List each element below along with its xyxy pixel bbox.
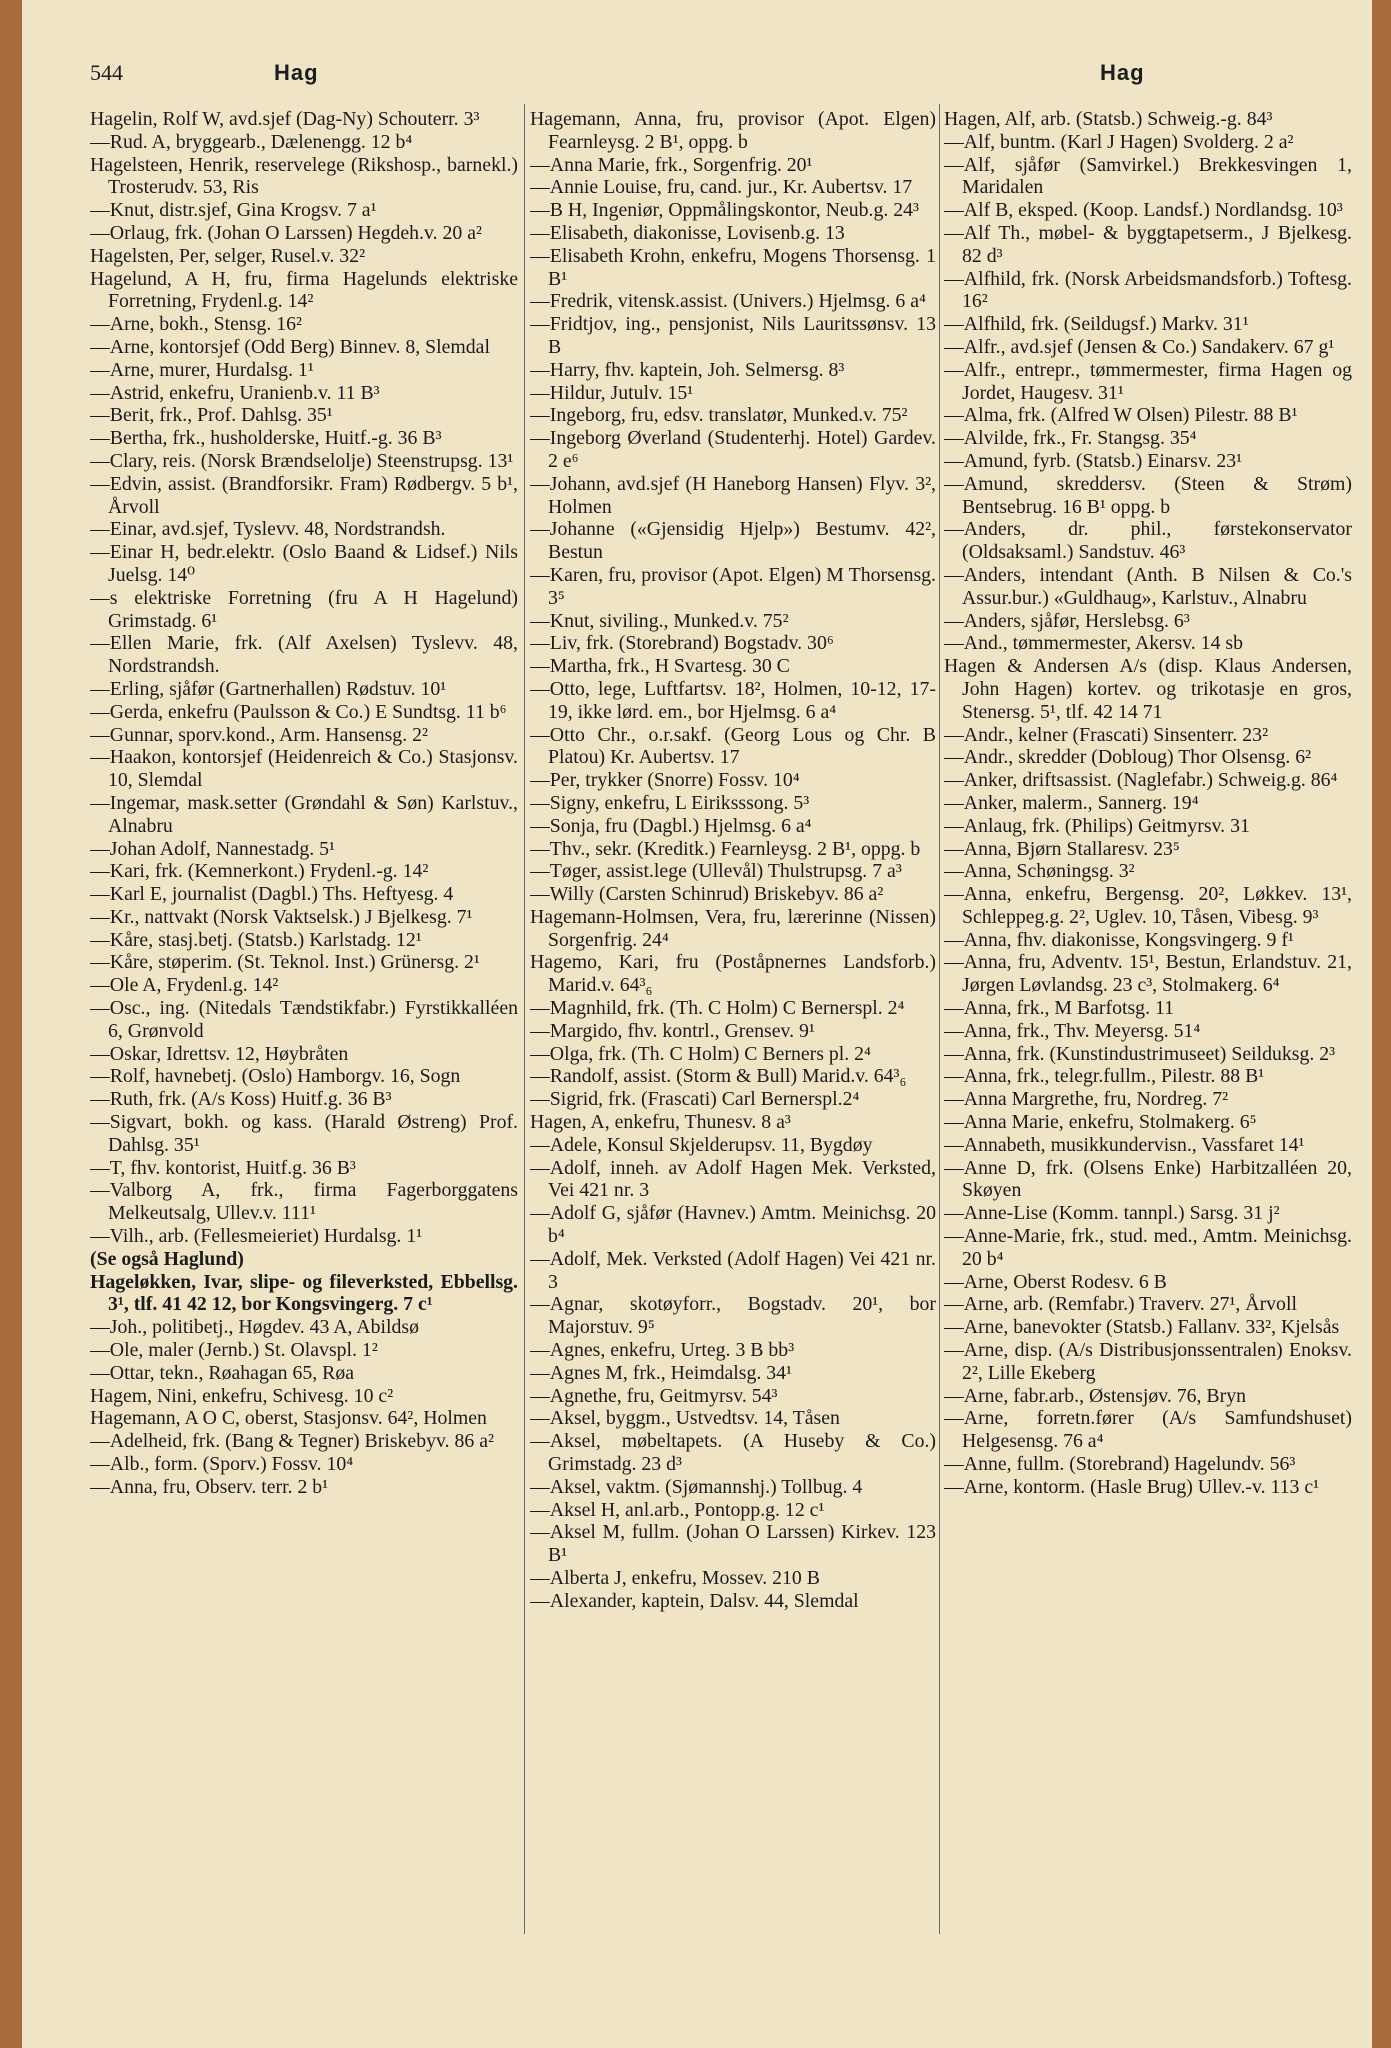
directory-entry: —Anna, frk., M Barfotsg. 11 [944, 997, 1175, 1020]
directory-entry: —Liv, frk. (Storebrand) Bogstadv. 30⁶ [530, 632, 834, 655]
directory-entry: —Anders, intendant (Anth. B Nilsen & Co.'s Assur.bur.) «Guldhaug», Karlstuv., Alnabru [944, 563, 1352, 609]
directory-entry: Hagelsteen, Henrik, reservelege (Rikshosp., barnekl.) Trosterudv. 53, Ris [90, 153, 518, 199]
directory-entry: —Kåre, stasj.betj. (Statsb.) Karlstadg. 12¹ [90, 928, 422, 951]
directory-entry: —Ellen Marie, frk. (Alf Axelsen) Tyslevv. 48, Nordstrandsh. [90, 632, 518, 678]
directory-entry: —Rolf, havnebetj. (Oslo) Hamborgv. 16, Sogn [90, 1065, 461, 1088]
directory-page [22, 0, 1372, 2048]
directory-entry: —Ingemar, mask.setter (Grøndahl & Søn) Karlstuv., Alnabru [90, 791, 518, 837]
directory-entry: —Johanne («Gjensidig Hjelp») Bestumv. 42², Bestun [530, 518, 936, 564]
directory-column-3 [944, 108, 1352, 2018]
directory-entry: —Gerda, enkefru (Paulsson & Co.) E Sundtsg. 11 b⁶ [90, 700, 507, 723]
directory-entry: —Annabeth, musikkundervisn., Vassfaret 14¹ [944, 1133, 1305, 1156]
directory-entry: —Edvin, assist. (Brandforsikr. Fram) Rødbergv. 5 b¹, Årvoll [90, 472, 518, 518]
directory-entry: —T, fhv. kontorist, Huitf.g. 36 B³ [90, 1156, 356, 1179]
directory-entry: —Thv., sekr. (Kreditk.) Fearnleysg. 2 B¹, oppg. b [530, 837, 921, 860]
directory-entry: —Alfr., avd.sjef (Jensen & Co.) Sandakerv. 67 g¹ [944, 335, 1335, 358]
directory-entry: —Anne-Marie, frk., stud. med., Amtm. Meinichsg. 20 b⁴ [944, 1225, 1352, 1270]
directory-entry: —Harry, fhv. kaptein, Joh. Selmersg. 8³ [530, 358, 845, 381]
directory-entry: —Aksel, byggm., Ustvedtsv. 14, Tåsen [530, 1407, 840, 1430]
directory-entry: Hagen, A, enkefru, Thunesv. 8 a³ [530, 1111, 791, 1134]
directory-entry: —Adelheid, frk. (Bang & Tegner) Briskebyv. 86 a² [90, 1430, 494, 1453]
directory-entry: —Anna, frk., telegr.fullm., Pilestr. 88 B¹ [944, 1065, 1265, 1088]
directory-entry: —Arne, bokh., Stensg. 16² [90, 313, 302, 336]
directory-entry: —Aksel M, fullm. (Johan O Larssen) Kirkev. 123 B¹ [530, 1521, 936, 1567]
directory-entry: —Vilh., arb. (Fellesmeieriet) Hurdalsg. 1¹ [90, 1225, 423, 1248]
directory-entry: —And., tømmermester, Akersv. 14 sb [944, 632, 1243, 655]
directory-entry: —Haakon, kontorsjef (Heidenreich & Co.) Stasjonsv. 10, Slemdal [90, 746, 518, 792]
directory-entry: —Anna Margrethe, fru, Nordreg. 7² [944, 1088, 1229, 1111]
directory-entry: —Sonja, fru (Dagbl.) Hjelmsg. 6 a⁴ [530, 814, 812, 837]
directory-entry: —Otto Chr., o.r.sakf. (Georg Lous og Chr. B Platou) Kr. Aubertsv. 17 [530, 723, 936, 769]
directory-entry: —Sigvart, bokh. og kass. (Harald Østreng) Prof. Dahlsg. 35¹ [90, 1111, 518, 1156]
directory-column-2 [530, 108, 936, 2018]
directory-entry: —Ingeborg Øverland (Studenterhj. Hotel) Gardev. 2 e⁶ [530, 427, 936, 472]
directory-entry: Hagelin, Rolf W, avd.sjef (Dag-Ny) Schouterr. 3³ [90, 108, 480, 130]
directory-entry: —Anna Marie, frk., Sorgenfrig. 20¹ [530, 153, 813, 176]
directory-entry: —Oskar, Idrettsv. 12, Høybråten [90, 1042, 349, 1065]
directory-entry: —Arne, fabr.arb., Østensjøv. 76, Bryn [944, 1384, 1246, 1407]
directory-entry: —Alfhild, frk. (Norsk Arbeidsmandsforb.) Toftesg. 16² [944, 267, 1352, 313]
directory-entry: Hagen, Alf, arb. (Statsb.) Schweig.-g. 84³ [944, 108, 1273, 130]
directory-entry: —Anlaug, frk. (Philips) Geitmyrsv. 31 [944, 814, 1250, 837]
directory-entry: —Agnar, skotøyforr., Bogstadv. 20¹, bor Majorstuv. 9⁵ [530, 1293, 936, 1339]
left-running-head: Hag [274, 60, 319, 85]
directory-entry: —Orlaug, frk. (Johan O Larssen) Hegdeh.v. 20 a² [90, 221, 482, 244]
directory-entry: —Arne, kontorsjef (Odd Berg) Binnev. 8, Slemdal [90, 335, 490, 358]
directory-entry: —Arne, murer, Hurdalsg. 1¹ [90, 358, 314, 381]
directory-entry: —Anker, malerm., Sannerg. 19⁴ [944, 791, 1199, 814]
directory-entry: —Alf Th., møbel- & byggtapetserm., J Bjelkesg. 82 d³ [944, 221, 1352, 267]
directory-entry: —Kåre, støperim. (St. Teknol. Inst.) Grünersg. 2¹ [90, 951, 480, 974]
directory-entry: —Arne, forretn.fører (A/s Samfundshuset) Helgesensg. 76 a⁴ [944, 1407, 1352, 1453]
directory-entry: —Arne, arb. (Remfabr.) Traverv. 27¹, Årvoll [944, 1293, 1297, 1316]
directory-entry: —Berit, frk., Prof. Dahlsg. 35¹ [90, 404, 333, 427]
directory-entry: —Otto, lege, Luftfartsv. 18², Holmen, 10-12, 17-19, ikke lørd. em., bor Hjelmsg. 6 a⁴ [530, 677, 936, 723]
directory-entry: —B H, Ingeniør, Oppmålingskontor, Neub.g. 24³ [530, 199, 919, 222]
directory-entry: —Randolf, assist. (Storm & Bull) Marid.v. 64³₆ [530, 1065, 907, 1088]
directory-entry: —Ole, maler (Jernb.) St. Olavspl. 1² [90, 1339, 378, 1362]
directory-entry: —Gunnar, sporv.kond., Arm. Hansensg. 2² [90, 723, 428, 746]
directory-entry: —Elisabeth Krohn, enkefru, Mogens Thorsensg. 1 B¹ [530, 244, 936, 290]
column-rule-2 [939, 104, 940, 1934]
directory-entry: —Karen, fru, provisor (Apot. Elgen) M Thorsensg. 3⁵ [530, 563, 936, 609]
directory-entry: —s elektriske Forretning (fru A H Hagelund) Grimstadg. 6¹ [90, 586, 518, 632]
directory-entry: —Agnes, enkefru, Urteg. 3 B bb³ [530, 1339, 795, 1362]
directory-entry: —Agnethe, fru, Geitmyrsv. 54³ [530, 1384, 778, 1407]
directory-entry: —Knut, siviling., Munked.v. 75² [530, 609, 789, 632]
column-rule-1 [524, 104, 525, 1934]
directory-entry: —Valborg A, frk., firma Fagerborggatens Melkeutsalg, Ullev.v. 111¹ [90, 1179, 518, 1225]
directory-entry: Hagem, Nini, enkefru, Schivesg. 10 c² [90, 1384, 394, 1407]
directory-entry: —Arne, Oberst Rodesv. 6 B [944, 1270, 1167, 1293]
directory-entry: —Tøger, assist.lege (Ullevål) Thulstrupsg. 7 a³ [530, 860, 902, 883]
directory-entry: —Astrid, enkefru, Uranienb.v. 11 B³ [90, 381, 380, 404]
directory-entry: —Anne-Lise (Komm. tannpl.) Sarsg. 31 j² [944, 1202, 1280, 1225]
directory-entry: —Anne D, frk. (Olsens Enke) Harbitzalléen 20, Skøyen [944, 1156, 1352, 1202]
directory-entry: Hagemann, A O C, oberst, Stasjonsv. 64², Holmen [90, 1407, 487, 1430]
directory-entry: —Clary, reis. (Norsk Brændselolje) Steenstrupsg. 13¹ [90, 449, 514, 472]
directory-column-1 [90, 108, 518, 2018]
directory-entry: —Anna, fhv. diakonisse, Kongsvingerg. 9 f¹ [944, 928, 1294, 951]
directory-entry: —Einar H, bedr.elektr. (Oslo Baand & Lidsef.) Nils Juelsg. 14⁰ [90, 541, 518, 586]
directory-entry: Hageløkken, Ivar, slipe- og fileverksted, Ebbellsg. 3¹, tlf. 41 42 12, bor Kongsvingerg. 7 c¹ [90, 1270, 518, 1316]
directory-entry: —Anna Marie, enkefru, Stolmakerg. 6⁵ [944, 1111, 1257, 1134]
directory-entry: —Johann, avd.sjef (H Haneborg Hansen) Flyv. 3², Holmen [530, 472, 936, 518]
directory-entry: —Amund, fyrb. (Statsb.) Einarsv. 23¹ [944, 449, 1243, 472]
directory-entry: —Aksel, møbeltapets. (A Huseby & Co.) Grimstadg. 23 d³ [530, 1430, 936, 1476]
directory-entry: —Alma, frk. (Alfred W Olsen) Pilestr. 88 B¹ [944, 404, 1298, 427]
directory-entry: —Alfhild, frk. (Seildugsf.) Markv. 31¹ [944, 313, 1249, 336]
directory-entry: —Adele, Konsul Skjelderupsv. 11, Bygdøy [530, 1133, 873, 1156]
directory-entry: —Arne, disp. (A/s Distribusjonssentralen) Enoksv. 2², Lille Ekeberg [944, 1339, 1352, 1384]
directory-entry: —Anna, frk., Thv. Meyersg. 51⁴ [944, 1019, 1201, 1042]
directory-entry: —Anders, sjåfør, Herslebsg. 6³ [944, 609, 1190, 632]
directory-entry: Hagemann, Anna, fru, provisor (Apot. Elgen) Fearnleysg. 2 B¹, oppg. b [530, 108, 936, 153]
directory-entry: Hagelund, A H, fru, firma Hagelunds elektriske Forretning, Frydenl.g. 14² [90, 267, 518, 313]
directory-entry: —Alexander, kaptein, Dalsv. 44, Slemdal [530, 1589, 859, 1612]
directory-entry: —Alf B, eksped. (Koop. Landsf.) Nordlandsg. 10³ [944, 199, 1343, 222]
directory-entry: —Kari, frk. (Kemnerkont.) Frydenl.-g. 14² [90, 860, 429, 883]
directory-entry: —Fridtjov, ing., pensjonist, Nils Lauritssønsv. 13 B [530, 313, 936, 358]
directory-entry: —Annie Louise, fru, cand. jur., Kr. Aubertsv. 17 [530, 176, 913, 199]
directory-entry: Hagelsten, Per, selger, Rusel.v. 32² [90, 244, 365, 267]
directory-entry: —Magnhild, frk. (Th. C Holm) C Bernerspl. 2⁴ [530, 997, 905, 1020]
directory-entry: —Joh., politibetj., Høgdev. 43 A, Abildsø [90, 1316, 419, 1339]
page-number: 544 [90, 60, 123, 85]
directory-entry: —Einar, avd.sjef, Tyslevv. 48, Nordstrandsh. [90, 518, 446, 541]
directory-entry: —Knut, distr.sjef, Gina Krogsv. 7 a¹ [90, 199, 377, 222]
directory-entry: —Adolf G, sjåfør (Havnev.) Amtm. Meinichsg. 20 b⁴ [530, 1202, 936, 1248]
directory-entry: —Willy (Carsten Schinrud) Briskebyv. 86 a² [530, 883, 884, 906]
directory-entry: Hagemann-Holmsen, Vera, fru, lærerinne (Nissen) Sorgenfrig. 24⁴ [530, 905, 936, 951]
directory-entry: —Johan Adolf, Nannestadg. 5¹ [90, 837, 335, 860]
directory-entry: —Elisabeth, diakonisse, Lovisenb.g. 13 [530, 221, 845, 244]
directory-entry: —Rud. A, bryggearb., Dælenengg. 12 b⁴ [90, 130, 413, 153]
directory-entry: —Ottar, tekn., Røahagan 65, Røa [90, 1361, 354, 1384]
directory-entry: —Ruth, frk. (A/s Koss) Huitf.g. 36 B³ [90, 1088, 392, 1111]
directory-entry: —Anna, frk. (Kunstindustrimuseet) Seilduksg. 2³ [944, 1042, 1336, 1065]
directory-entry: Hagemo, Kari, fru (Poståpnernes Landsforb.) Marid.v. 64³₆ [530, 951, 936, 997]
directory-entry: —Anders, dr. phil., førstekonservator (Oldsaksaml.) Sandstuv. 46³ [944, 518, 1352, 564]
right-running-head: Hag [1100, 60, 1145, 85]
directory-entry: —Alfr., entrepr., tømmermester, firma Hagen og Jordet, Haugesv. 31¹ [944, 358, 1352, 404]
directory-entry: —Margido, fhv. kontrl., Grensev. 9¹ [530, 1019, 815, 1042]
directory-entry: —Adolf, Mek. Verksted (Adolf Hagen) Vei 421 nr. 3 [530, 1247, 936, 1293]
directory-entry: —Bertha, frk., husholderske, Huitf.-g. 36 B³ [90, 427, 442, 450]
directory-entry: —Aksel H, anl.arb., Pontopp.g. 12 c¹ [530, 1498, 825, 1521]
directory-entry: —Alf, sjåfør (Samvirkel.) Brekkesvingen 1, Maridalen [944, 153, 1352, 199]
directory-entry: —Martha, frk., H Svartesg. 30 C [530, 655, 790, 678]
directory-entry: —Anna, fru, Observ. terr. 2 b¹ [90, 1475, 329, 1498]
directory-entry: —Anna, Bjørn Stallaresv. 23⁵ [944, 837, 1180, 860]
directory-entry: —Alvilde, frk., Fr. Stangsg. 35⁴ [944, 427, 1197, 450]
directory-entry: —Anna, Schøningsg. 3² [944, 860, 1135, 883]
directory-entry: —Olga, frk. (Th. C Holm) C Berners pl. 2⁴ [530, 1042, 871, 1065]
directory-entry: —Arne, kontorm. (Hasle Brug) Ullev.-v. 113 c¹ [944, 1475, 1320, 1498]
directory-entry: —Osc., ing. (Nitedals Tændstikfabr.) Fyrstikkalléen 6, Grønvold [90, 997, 518, 1042]
directory-entry: —Hildur, Jutulv. 15¹ [530, 381, 694, 404]
directory-entry: —Ingeborg, fru, edsv. translatør, Munked.v. 75² [530, 404, 908, 427]
directory-entry: —Andr., skredder (Dobloug) Thor Olsensg. 6² [944, 746, 1312, 769]
directory-entry: —Sigrid, frk. (Frascati) Carl Bernerspl.2⁴ [530, 1088, 860, 1111]
directory-entry: —Anker, driftsassist. (Naglefabr.) Schweig.g. 86⁴ [944, 769, 1338, 792]
directory-entry: —Anne, fullm. (Storebrand) Hagelundv. 56³ [944, 1453, 1296, 1476]
directory-entry: Hagen & Andersen A/s (disp. Klaus Andersen, John Hagen) kortev. og trikotasje en gros, Stenersg. 5¹, tlf. 42 14 71 [944, 655, 1352, 723]
directory-entry: —Arne, banevokter (Statsb.) Fallanv. 33², Kjelsås [944, 1316, 1340, 1339]
directory-entry: —Aksel, vaktm. (Sjømannshj.) Tollbug. 4 [530, 1475, 863, 1498]
directory-entry: —Kr., nattvakt (Norsk Vaktselsk.) J Bjelkesg. 7¹ [90, 905, 473, 928]
directory-entry: —Anna, fru, Adventv. 15¹, Bestun, Erlandstuv. 21, Jørgen Løvlandsg. 23 c³, Stolmakerg. 6⁴ [944, 951, 1352, 997]
directory-entry: —Per, trykker (Snorre) Fossv. 10⁴ [530, 769, 800, 792]
directory-entry: —Alb., form. (Sporv.) Fossv. 10⁴ [90, 1453, 354, 1476]
directory-entry: —Andr., kelner (Frascati) Sinsenterr. 23² [944, 723, 1269, 746]
directory-entry: —Agnes M, frk., Heimdalsg. 34¹ [530, 1361, 792, 1384]
directory-entry: —Adolf, inneh. av Adolf Hagen Mek. Verksted, Vei 421 nr. 3 [530, 1156, 936, 1202]
directory-entry: —Signy, enkefru, L Eiriksssong. 5³ [530, 791, 810, 814]
directory-entry: —Alf, buntm. (Karl J Hagen) Svolderg. 2 a² [944, 130, 1294, 153]
directory-entry: —Anna, enkefru, Bergensg. 20², Løkkev. 13¹, Schleppeg.g. 2², Uglev. 10, Tåsen, Vibesg. 9³ [944, 883, 1352, 928]
directory-entry: —Fredrik, vitensk.assist. (Univers.) Hjelmsg. 6 a⁴ [530, 290, 926, 313]
directory-entry: —Ole A, Frydenl.g. 14² [90, 974, 279, 997]
directory-entry: —Erling, sjåfør (Gartnerhallen) Rødstuv. 10¹ [90, 677, 447, 700]
directory-entry: —Alberta J, enkefru, Mossev. 210 B [530, 1567, 820, 1589]
directory-entry: —Karl E, journalist (Dagbl.) Ths. Heftyesg. 4 [90, 883, 454, 906]
directory-entry: (Se også Haglund) [90, 1247, 244, 1270]
directory-entry: —Amund, skreddersv. (Steen & Strøm) Bentsebrug. 16 B¹ oppg. b [944, 472, 1352, 518]
